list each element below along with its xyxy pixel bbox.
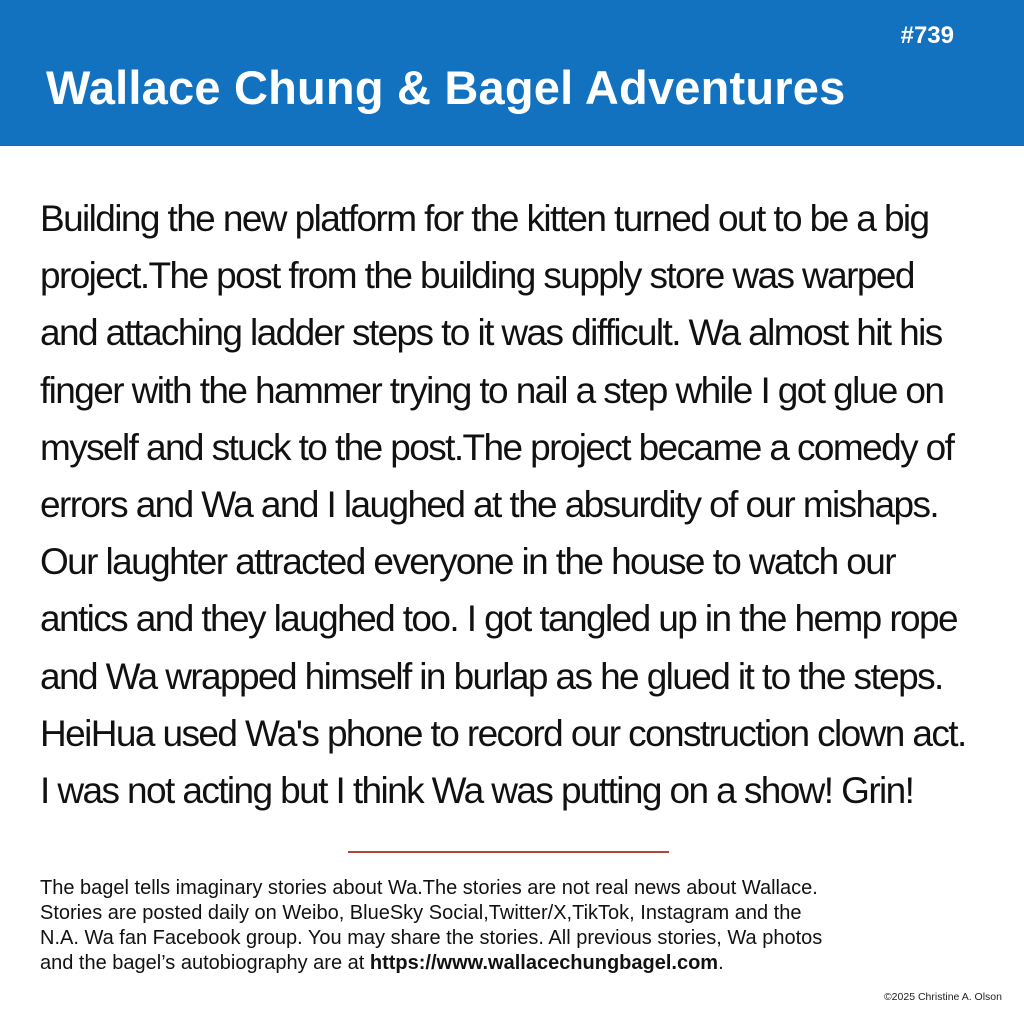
header-banner xyxy=(0,0,1024,146)
story-line: myself and stuck to the post.The project became a comedy of xyxy=(40,426,954,468)
footer-line: N.A. Wa fan Facebook group. You may share the stories. All previous stories, Wa photos xyxy=(40,927,823,949)
footer-text: . xyxy=(718,952,724,974)
footer-text: and the bagel’s autobiography are at xyxy=(40,952,370,974)
copyright-notice: ©2025 Christine A. Olson xyxy=(883,991,1002,1003)
story-body xyxy=(40,190,1010,819)
website-link[interactable]: https://www.wallacechungbagel.com xyxy=(369,952,719,974)
story-line: Our laughter attracted everyone in the house to watch our xyxy=(40,541,895,583)
page-title: Wallace Chung & Bagel Adventures xyxy=(46,61,846,114)
story-line: I was not acting but I think Wa was putting on a show! Grin! xyxy=(40,770,914,812)
story-number: #739 xyxy=(900,22,954,49)
footer-line: The bagel tells imaginary stories about Wa.The stories are not real news about Wallace. xyxy=(40,877,818,899)
story-line: finger with the hammer trying to nail a step while I got glue on xyxy=(40,369,944,411)
story-line: antics and they laughed too. I got tangled up in the hemp rope xyxy=(40,598,957,640)
footer-line xyxy=(40,951,1000,976)
footer-disclaimer xyxy=(40,876,1000,976)
divider xyxy=(348,851,669,853)
story-line: errors and Wa and I laughed at the absurdity of our mishaps. xyxy=(40,484,939,526)
story-line: project.The post from the building supply store was warped xyxy=(40,255,914,297)
story-line: and Wa wrapped himself in burlap as he glued it to the steps. xyxy=(40,655,943,697)
story-line: Building the new platform for the kitten turned out to be a big xyxy=(40,198,929,239)
footer-line: Stories are posted daily on Weibo, BlueSky Social,Twitter/X,TikTok, Instagram and the xyxy=(40,902,802,924)
story-line: and attaching ladder steps to it was difficult. Wa almost hit his xyxy=(40,312,942,354)
story-line: HeiHua used Wa's phone to record our construction clown act. xyxy=(40,712,966,754)
